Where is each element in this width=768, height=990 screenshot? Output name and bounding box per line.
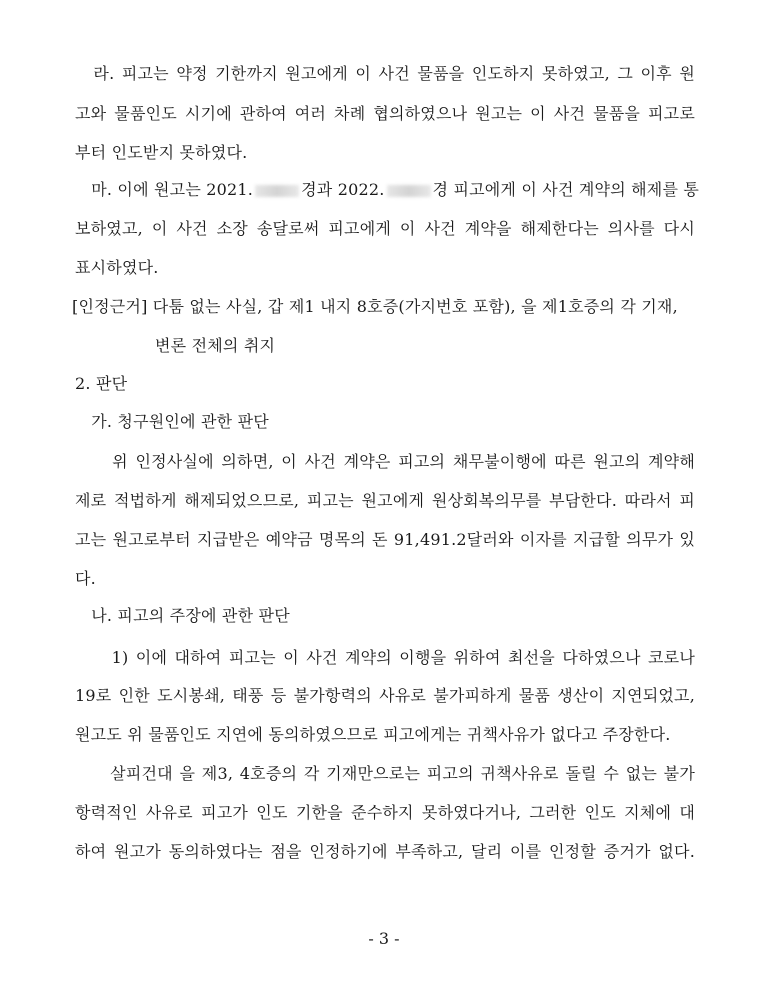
paragraph-ga-line-1: 위 인정사실에 의하면, 이 사건 계약은 피고의 채무불이행에 따른 원고의 계약해 bbox=[75, 452, 695, 471]
subheading-claim-cause: 가. 청구원인에 관한 판단 bbox=[75, 412, 269, 431]
paragraph-ma-text-1: 마. 이에 원고는 2021. bbox=[75, 180, 254, 199]
evidence-basis-line-1: [인정근거] 다툼 없는 사실, 갑 제1 내지 8호증(가지번호 포함), 을 제1호증의 각 기재, bbox=[72, 297, 678, 316]
subheading-defendant-claim: 나. 피고의 주장에 관한 판단 bbox=[75, 606, 290, 625]
paragraph-ga-line-3: 고는 원고로부터 지급받은 예약금 명목의 돈 91,491.2달러와 이자를 지급할 의무가 있 bbox=[75, 530, 695, 549]
page-number: - 3 - bbox=[368, 929, 400, 948]
paragraph-ra-line-1: 라. 피고는 약정 기한까지 원고에게 이 사건 물품을 인도하지 못하였고, 그 이후 원 bbox=[75, 64, 695, 83]
paragraph-na1-line-2: 19로 인한 도시봉쇄, 태풍 등 불가항력의 사유로 불가피하게 물품 생산이 지연되었고, bbox=[75, 686, 695, 705]
paragraph-ma-text-2: 경과 2022. bbox=[301, 180, 385, 199]
paragraph-ga-line-2: 제로 적법하게 해제되었으므로, 피고는 원고에게 원상회복의무를 부담한다. 따라서 피 bbox=[75, 491, 695, 510]
paragraph-ma-text-3: 경 피고에게 이 사건 계약의 해제를 통 bbox=[432, 180, 700, 199]
paragraph-ga-line-4: 다. bbox=[75, 569, 96, 588]
paragraph-ma-line-1 bbox=[75, 180, 700, 200]
paragraph-ma-line-2: 보하였고, 이 사건 소장 송달로써 피고에게 이 사건 계약을 해제한다는 의사를 다시 bbox=[75, 219, 695, 238]
redacted-date-2 bbox=[387, 185, 431, 197]
paragraph-examine-line-3: 하여 원고가 동의하였다는 점을 인정하기에 부족하고, 달리 이를 인정할 증거가 없다. bbox=[75, 842, 695, 861]
paragraph-ra-line-2: 고와 물품인도 시기에 관하여 여러 차례 협의하였으나 원고는 이 사건 물품을 피고로 bbox=[75, 104, 695, 123]
paragraph-na1-line-1: 1) 이에 대하여 피고는 이 사건 계약의 이행을 위하여 최선을 다하였으나 코로나 bbox=[75, 648, 695, 667]
paragraph-ma-line-3: 표시하였다. bbox=[75, 258, 159, 277]
paragraph-examine-line-2: 항력적인 사유로 피고가 인도 기한을 준수하지 못하였다거나, 그러한 인도 지체에 대 bbox=[75, 803, 695, 822]
section-heading-judgment: 2. 판단 bbox=[75, 374, 128, 393]
evidence-basis-line-2: 변론 전체의 취지 bbox=[155, 336, 276, 355]
paragraph-examine-line-1: 살피건대 을 제3, 4호증의 각 기재만으로는 피고의 귀책사유로 돌릴 수 없는 불가 bbox=[75, 764, 695, 783]
paragraph-ra-line-3: 부터 인도받지 못하였다. bbox=[75, 143, 248, 162]
paragraph-na1-line-3: 원고도 위 물품인도 지연에 동의하였으므로 피고에게는 귀책사유가 없다고 주장한다. bbox=[75, 725, 671, 744]
redacted-date-1 bbox=[255, 185, 299, 197]
